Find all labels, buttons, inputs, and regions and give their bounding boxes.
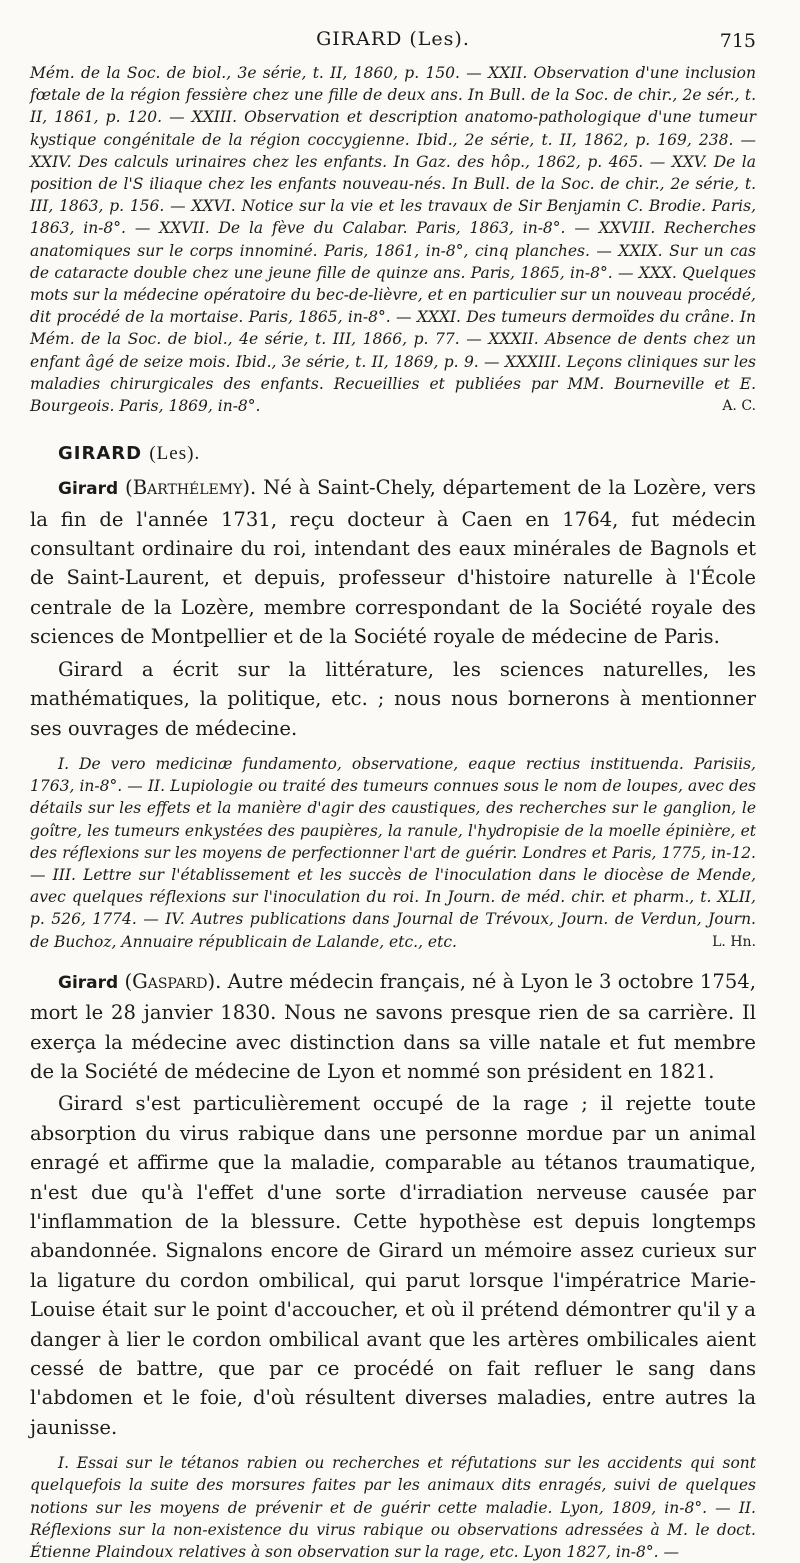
bibliography-text: Mém. de la Soc. de biol., 3e série, t. II, 1860, p. 150. — XXII. Observation d'une inclusion fœtale de la région fessière chez une fille de deux ans. In Bull. de la Soc. de chir., 2e sér., t. II, 1861, p. 120. — XXIII. Observation et description anatomo-pathologique d'une tumeur kystique congénitale de la région coccygienne. Ibid., 2e série, t. II, 1862, p. 169, 238. — XXIV. Des calculs urinaires chez les enfants. In Gaz. des hôp., 1862, p. 465. — XXV. De la position de l'S iliaque chez les enfants nouveau-nés. In Bull. de la Soc. de chir., 2e série, t. III, 1863, p. 156. — XXVI. Notice sur la vie et les travaux de Sir Benjamin C. Brodie. Paris, 1863, in-8°. — XXVII. De la fève du Calabar. Paris, 1863, in-8°. — XXVIII. Recherches anatomiques sur le corps innominé. Paris, 1861, in-8°, cinq planches. — XXIX. Sur un cas de cataracte double chez une jeune fille de quinze ans. Paris, 1865, in-8°. — XXX. Quelques mots sur la médecine opératoire du bec-de-lièvre, et en particulier sur un nouveau procédé, dit procédé de la mortaise. Paris, 1865, in-8°. — XXXI. Des tumeurs dermoïdes du crâne. In Mém. de la Soc. de biol., 4e série, t. III, 1866, p. 77. — XXXII. Absence de dents chez un enfant âgé de seize mois. Ibid., 3e série, t. II, 1869, p. 9. — XXXIII. Leçons cliniques sur les maladies chirurgicales des enfants. Recueillies et publiées par MM. Bourneville et E. Bourgeois. Paris, 1869, in-8°. [30, 64, 756, 416]
section-heading-name: GIRARD [58, 443, 143, 465]
section-heading-paren: (Les). [149, 443, 201, 465]
entry-firstname: (Barthélemy). [125, 476, 257, 500]
entry-name: Girard [58, 479, 119, 500]
section-heading [58, 443, 756, 465]
works-text: I. De vero medicinæ fundamento, observatione, eaque rectius instituenda. Parisiis, 1763, in-8°. — II. Lupiologie ou traité des tumeurs connues sous le nom de loupes, avec des détails sur les effets et la manière d'agir des caustiques, des recherches sur le ganglion, le goître, les tumeurs enkystées des paupières, la ranule, l'hydropisie de la moelle épinière, et des réflexions sur les moyens de perfectionner l'art de guérir. Londres et Paris, 1775, in-12. — III. Lettre sur l'établissement et les succès de l'inoculation dans le diocèse de Mende, avec quelques réflexions sur l'inoculation du roi. In Journ. de méd. chir. et pharm., t. XLII, p. 526, 1774. — IV. Autres publications dans Journal de Trévoux, Journ. de Verdun, Journ. de Buchoz, Annuaire républicain de Lalande, etc., etc. [30, 754, 756, 951]
works-text: I. Essai sur le tétanos rabien ou recherches et réfutations sur les accidents qui sont quelquefois la suite des morsures faites par les animaux dits enragés, suivi de quelques notions sur les moyens de prévenir et de guérir cette maladie. Lyon, 1809, in-8°. — II. Réflexions sur la non-existence du virus rabique ou observations adressées à M. le doct. Étienne Plaindoux relatives à son observation sur la rage, etc. Lyon 1827, in-8°. — [30, 1454, 756, 1562]
entry-bio-text: Autre médecin français, né à Lyon le 3 octobre 1754, mort le 28 janvier 1830. Nous ne savons presque rien de sa carrière. Il exerça la médecine avec distinction dans sa ville natale et fut membre de la Société de médecine de Lyon et nommé son président en 1821. [30, 969, 756, 1083]
entry-gaspard-bio [30, 967, 756, 1087]
entry-bio-text: Né à Saint-Chely, département de la Lozère, vers la fin de l'année 1731, reçu docteur à Caen en 1764, fut médecin consultant ordinaire du roi, intendant des eaux minérales de Bagnols et de Saint-Laurent, et depuis, professeur d'histoire naturelle à l'École centrale de la Lozère, membre correspondant de la Société royale des sciences de Montpellier et de la Société royale de médecine de Paris. [30, 476, 756, 649]
entry-firstname: (Gaspard). [124, 969, 222, 993]
works-list-gaspard [30, 1452, 756, 1563]
author-signature: L. Hn. [712, 933, 756, 950]
entry-name: Girard [58, 972, 119, 993]
page-header [30, 0, 756, 62]
page-number: 715 [719, 30, 756, 52]
previous-entry-bibliography [30, 62, 756, 417]
author-signature: A. C. [722, 398, 756, 415]
running-title: GIRARD (Les). [316, 28, 470, 50]
entry-gaspard-note: Girard s'est particulièrement occupé de la rage ; il rejette toute absorption du virus rabique dans une personne mordue par un animal enragé et affirme que la maladie, comparable au tétanos traumatique, n'est due qu'à l'effet d'une sorte d'irradiation nerveuse causée par l'inflammation de la blessure. Cette hypothèse est depuis longtemps abandonnée. Signalons encore de Girard un mémoire assez curieux sur la ligature du cordon ombilical, qui parut lorsque l'impératrice Marie-Louise était sur le point d'accoucher, et où il prétend démontrer qu'il y a danger à lier le cordon ombilical avant que les artères ombilicales aient cessé de battre, que par ce procédé on fait refluer le sang dans l'abdomen et le foie, d'où résultent diverses maladies, entre autres la jaunisse. [30, 1092, 756, 1439]
entry-barthelemy-bio [30, 473, 756, 651]
entry-barthelemy-note: Girard a écrit sur la littérature, les sciences naturelles, les mathématiques, la politique, etc. ; nous nous bornerons à mentionner ses ouvrages de médecine. [30, 657, 756, 740]
works-list-barthelemy [30, 753, 756, 953]
